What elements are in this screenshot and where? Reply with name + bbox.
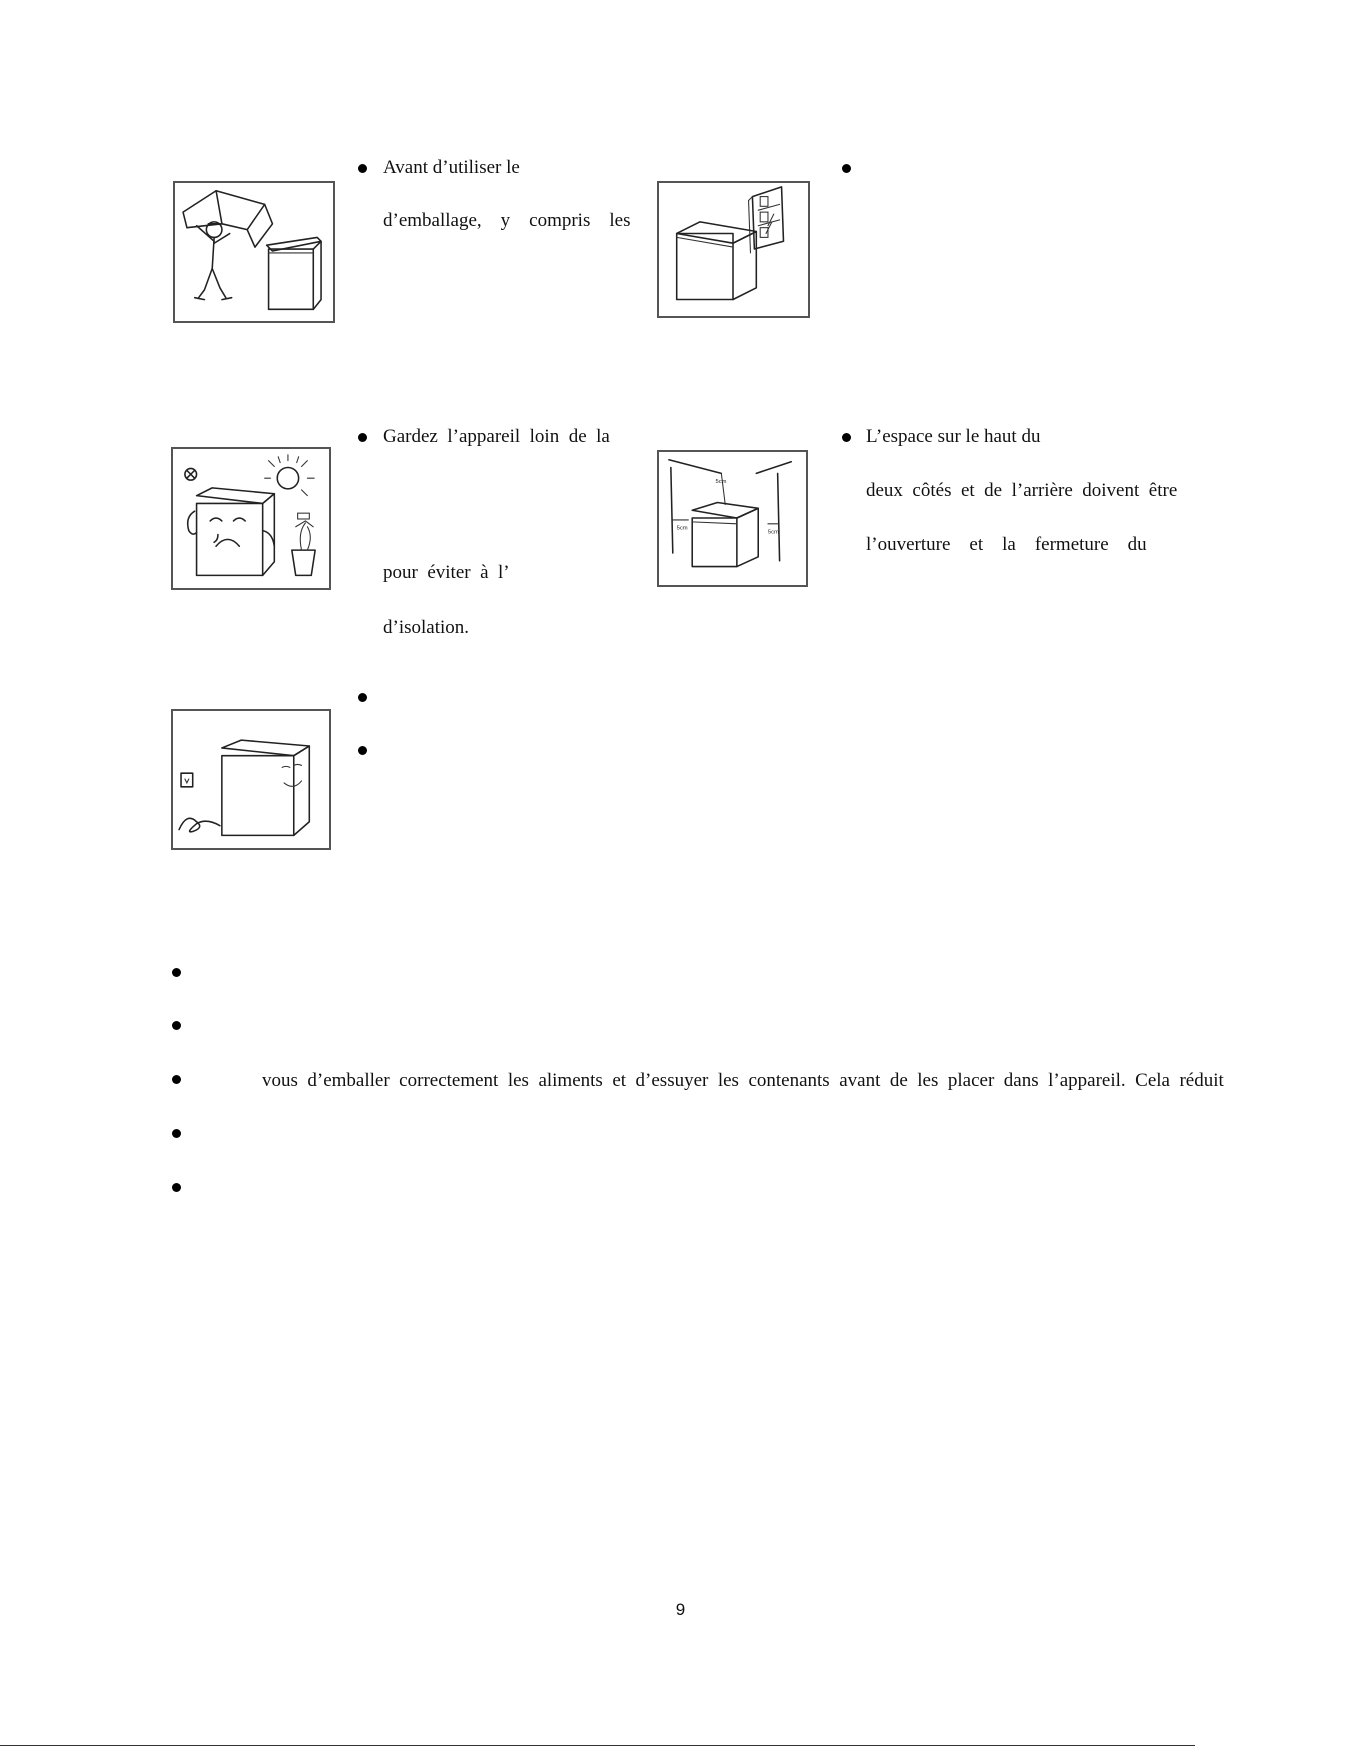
space-line-3-text: l’ouverture et la fermeture du	[866, 534, 1147, 555]
unpack-line-1: Avant d’utiliser le	[383, 157, 520, 178]
heat-line-1-text: Gardez l’appareil loin de la	[383, 426, 610, 447]
bottom-list-item-3-text: vous d’emballer correctement les aliments et d’essuyer les contenants avant de les placer dans l’appareil. Cela réduit	[262, 1070, 1224, 1091]
space-line-3	[866, 534, 1163, 556]
page-number: 9	[675, 1600, 686, 1619]
bullet	[358, 433, 367, 442]
bottom-list-item-3	[262, 1070, 1224, 1092]
clearance-space-illustration	[657, 450, 808, 587]
heat-line-1	[383, 426, 633, 448]
heat-line-2: pour éviter à l’	[383, 562, 510, 583]
footer-rule	[0, 1745, 1195, 1746]
bullet	[842, 433, 851, 442]
unpacking-illustration	[173, 181, 335, 323]
bottom-list-bullet-2	[172, 1021, 181, 1030]
bottom-list-bullet-5	[172, 1183, 181, 1192]
grounding-illustration	[171, 709, 331, 850]
bullet	[358, 693, 367, 702]
heat-source-illustration	[171, 447, 331, 590]
unpack-line-2-text: d’emballage, y compris les	[383, 210, 631, 231]
space-line-1: L’espace sur le haut du	[866, 426, 1041, 447]
clearance-label-right: 5cm	[767, 529, 779, 536]
space-line-2	[866, 480, 1178, 502]
bullet	[358, 746, 367, 755]
clearance-label-top: 5cm	[715, 479, 727, 486]
bottom-list-bullet-3	[172, 1075, 181, 1084]
bullet	[358, 164, 367, 173]
clearance-label-left: 5cm	[676, 525, 688, 532]
unpack-line-2	[383, 210, 633, 232]
bottom-list-bullet-4	[172, 1129, 181, 1138]
bullet	[842, 164, 851, 173]
bottom-list-bullet-1	[172, 968, 181, 977]
door-clearance-illustration	[657, 181, 810, 318]
heat-line-3: d’isolation.	[383, 617, 470, 638]
space-line-2-text: deux côtés et de l’arrière doivent être	[866, 480, 1178, 501]
